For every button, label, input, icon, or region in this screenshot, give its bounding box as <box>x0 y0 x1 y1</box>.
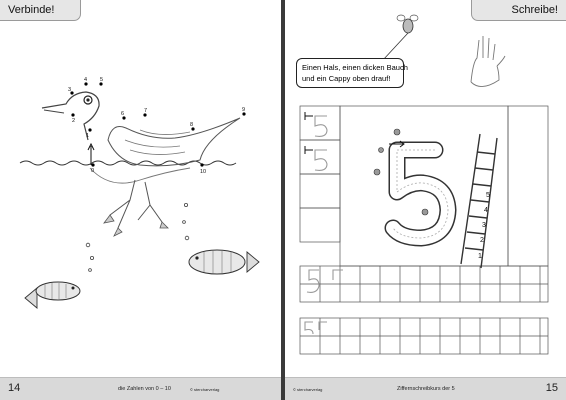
left-footer-publisher: © stercharverlag <box>190 387 220 392</box>
dot-label-10: 10 <box>200 169 207 175</box>
left-footer <box>0 377 281 400</box>
big-digit-five <box>393 150 448 238</box>
dot-10 <box>200 163 203 166</box>
bird-pupil <box>86 98 89 101</box>
water-bubbles <box>86 203 189 271</box>
speech-line-1: Einen Hals, einen dicken Bauch <box>302 63 408 72</box>
bird-feet <box>104 215 168 236</box>
bird-head-outline <box>42 92 99 140</box>
speech-line-2: und ein Cappy oben drauf! <box>302 74 391 83</box>
dot-label-4: 4 <box>84 77 88 83</box>
dot-label-9: 9 <box>242 107 246 113</box>
bird-underwater-body <box>90 168 190 183</box>
dot-label-1: 1 <box>86 133 90 139</box>
left-page-number: 14 <box>8 382 21 394</box>
writing-grid-illustration <box>285 0 566 378</box>
right-footer-title: Ziffernschreibkurs der 5 <box>397 386 455 392</box>
dot-label-0: 0 <box>91 168 95 174</box>
traced-small-fives <box>305 116 343 334</box>
left-footer-title: die Zahlen von 0 – 10 <box>118 386 171 392</box>
ladder-number-5: 5 <box>486 192 490 199</box>
dot-0 <box>91 163 94 166</box>
dot-label-8: 8 <box>190 122 194 128</box>
right-footer <box>285 377 566 400</box>
ladder-number-3: 3 <box>482 222 486 229</box>
right-page <box>285 0 566 400</box>
bird-body-outline <box>108 118 240 166</box>
ladder <box>461 134 497 268</box>
bird-legs <box>110 180 162 228</box>
ladder-number-1: 1 <box>478 253 482 260</box>
dot-1 <box>88 128 91 131</box>
right-footer-publisher: © stercharverlag <box>293 387 323 392</box>
right-page-number: 15 <box>545 382 558 394</box>
dot-label-3: 3 <box>68 87 72 93</box>
left-page <box>0 0 281 400</box>
fish-left <box>25 282 80 308</box>
dot-label-7: 7 <box>144 108 148 114</box>
dot-2 <box>71 113 74 116</box>
left-tab-title: Verbinde! <box>0 0 81 21</box>
dot-label-2: 2 <box>72 118 76 124</box>
bird-beak <box>44 110 64 113</box>
dot-label-5: 5 <box>100 77 104 83</box>
speech-bubble <box>296 58 408 88</box>
hand-icon <box>471 36 505 87</box>
dot-label-6: 6 <box>121 111 125 117</box>
ladder-number-2: 2 <box>480 237 484 244</box>
start-markers <box>305 112 313 154</box>
wing-feathers <box>125 130 190 155</box>
bird-dot-illustration <box>0 0 281 378</box>
bee-icon <box>383 15 418 60</box>
connect-dots <box>70 82 245 166</box>
ladder-number-4: 4 <box>484 207 488 214</box>
right-tab-title: Schreibe! <box>471 0 566 21</box>
fish-right <box>189 250 259 274</box>
